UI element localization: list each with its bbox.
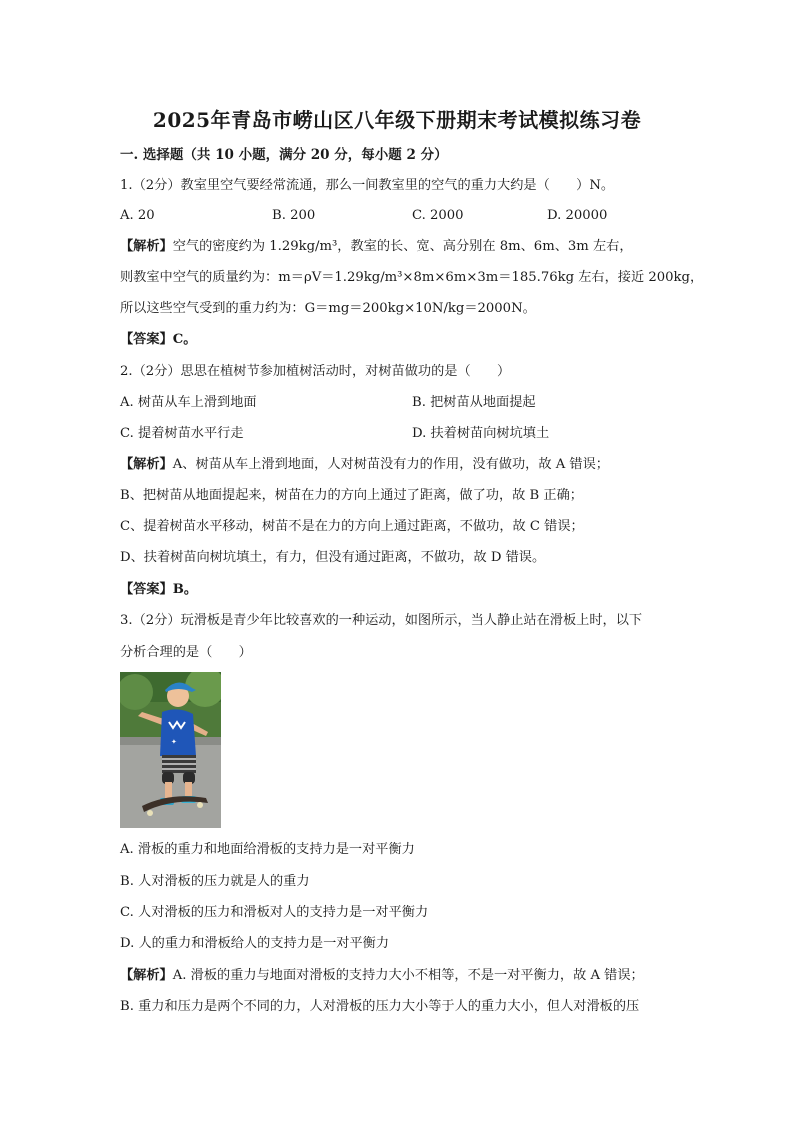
q2-option-a: A. 树苗从车上滑到地面 — [120, 395, 257, 410]
q2-analysis-line: D、扶着树苗向树坑填土，有力，但没有通过距离，不做功，故 D 错误。 — [120, 550, 546, 565]
q1-answer: 【答案】C。 — [120, 332, 197, 347]
q3-analysis-line — [120, 966, 690, 986]
q3-analysis-line: B. 重力和压力是两个不同的力，人对滑板的压力大小等于人的重力大小，但人对滑板的压 — [120, 999, 640, 1014]
q2-answer: 【答案】B。 — [120, 582, 198, 597]
q1-option-a: A. 20 — [120, 208, 155, 223]
q3-option-d: D. 人的重力和滑板给人的支持力是一对平衡力 — [120, 936, 390, 951]
q1-analysis-line — [120, 237, 690, 257]
analysis-label: 【解析】 — [120, 968, 173, 983]
q2-option-d: D. 扶着树苗向树坑填土 — [412, 426, 550, 441]
q3-option-c: C. 人对滑板的压力和滑板对人的支持力是一对平衡力 — [120, 905, 429, 920]
analysis-text: A. 滑板的重力与地面对滑板的支持力大小不相等，不是一对平衡力，故 A 错误； — [172, 968, 644, 983]
analysis-text: A、树苗从车上滑到地面，人对树苗没有力的作用，没有做功，故 A 错误； — [172, 457, 609, 472]
q2-analysis-line: B、把树苗从地面提起来，树苗在力的方向上通过了距离，做了功，故 B 正确； — [120, 488, 583, 503]
q3-option-a: A. 滑板的重力和地面给滑板的支持力是一对平衡力 — [120, 842, 415, 857]
q2-option-b: B. 把树苗从地面提起 — [412, 395, 536, 410]
q2-option-c: C. 提着树苗水平行走 — [120, 426, 244, 441]
q1-analysis-line: 所以这些空气受到的重力约为：G＝mg＝200kg×10N/kg＝2000N。 — [120, 301, 536, 316]
q1-option-d: D. 20000 — [547, 208, 608, 223]
section-heading: 一. 选择题（共 10 小题，满分 20 分，每小题 2 分） — [120, 147, 448, 163]
q1-option-c: C. 2000 — [412, 208, 464, 223]
skateboard-boy-photo — [120, 672, 221, 828]
q2-analysis-line — [120, 455, 690, 475]
q3-option-b: B. 人对滑板的压力就是人的重力 — [120, 874, 310, 889]
question-3-stem-cont: 分析合理的是（ ） — [120, 645, 252, 660]
question-2-stem: 2.（2分）思思在植树节参加植树活动时，对树苗做功的是（ ） — [120, 364, 511, 379]
q1-analysis-line: 则教室中空气的质量约为：m＝ρV＝1.29kg/m³×8m×6m×3m＝185.76kg 左右，接近 200kg， — [120, 270, 704, 285]
svg-text:✦: ✦ — [171, 738, 177, 746]
question-3-stem: 3.（2分）玩滑板是青少年比较喜欢的一种运动，如图所示，当人静止站在滑板上时，以下 — [120, 613, 643, 628]
analysis-text: 空气的密度约为 1.29kg/m³，教室的长、宽、高分别在 8m、6m、3m 左右， — [172, 239, 633, 254]
analysis-label: 【解析】 — [120, 457, 173, 472]
question-1-stem: 1.（2分）教室里空气要经常流通，那么一间教室里的空气的重力大约是（ ）N。 — [120, 178, 615, 193]
q2-analysis-line: C、提着树苗水平移动，树苗不是在力的方向上通过距离，不做功，故 C 错误； — [120, 519, 584, 534]
page-title: 2025年青岛市崂山区八年级下册期末考试模拟练习卷 — [152, 108, 642, 132]
analysis-label: 【解析】 — [120, 239, 173, 254]
q1-option-b: B. 200 — [272, 208, 316, 223]
